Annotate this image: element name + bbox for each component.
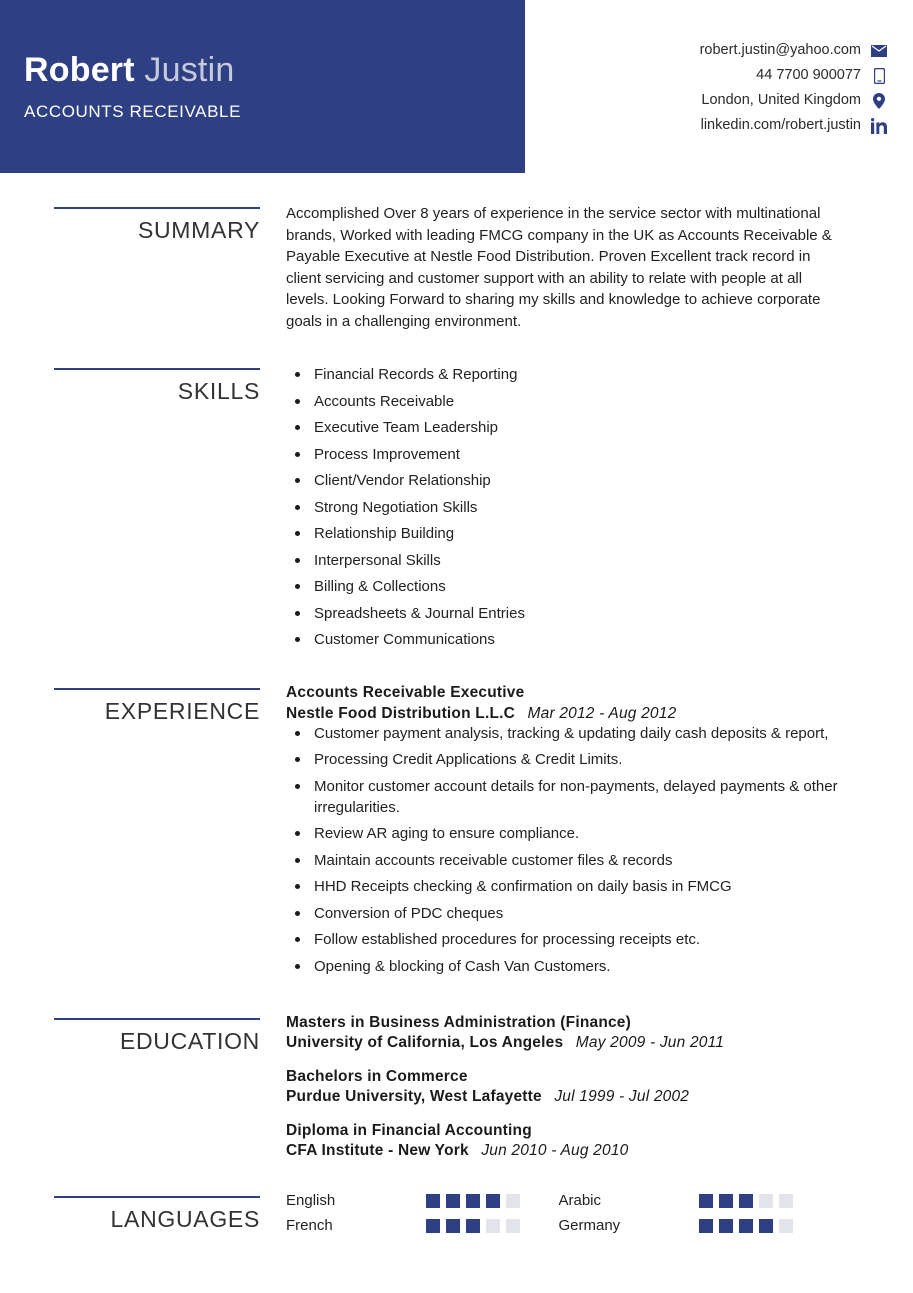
- language-level: [699, 1219, 793, 1233]
- section-summary: [0, 199, 887, 332]
- list-item: Maintain accounts receivable customer files & records: [286, 850, 887, 871]
- phone-icon: [871, 68, 887, 84]
- section-skills: [0, 360, 887, 656]
- section-experience: [0, 680, 887, 983]
- list-item: Conversion of PDC cheques: [286, 903, 887, 924]
- education-entry: [286, 1068, 887, 1106]
- section-skills-title: SKILLS: [177, 378, 260, 404]
- education-school: University of California, Los Angeles: [286, 1034, 564, 1051]
- section-rule: [54, 1196, 260, 1198]
- education-degree: Masters in Business Administration (Finance): [286, 1014, 631, 1031]
- location-pin-icon: [871, 93, 887, 109]
- contact-location: [700, 88, 887, 113]
- contact-phone: [700, 63, 887, 88]
- education-degree: Diploma in Financial Accounting: [286, 1122, 532, 1139]
- last-name: Justin: [144, 51, 235, 89]
- education-entry: [286, 1122, 887, 1160]
- language-name: English: [286, 1192, 336, 1209]
- section-languages-heading: [0, 1188, 286, 1242]
- contact-email-text: robert.justin@yahoo.com: [699, 42, 861, 58]
- list-item: Review AR aging to ensure compliance.: [286, 823, 887, 844]
- language-item: [559, 1217, 832, 1234]
- job-role: Accounts Receivable Executive: [286, 683, 525, 701]
- list-item: HHD Receipts checking & confirmation on daily basis in FMCG: [286, 876, 887, 897]
- list-item: Monitor customer account details for non-payments, delayed payments & other irregularities.: [286, 776, 887, 818]
- section-skills-heading: [0, 360, 286, 656]
- job-company: Nestle Food Distribution L.L.C: [286, 704, 516, 722]
- language-item: [286, 1217, 559, 1234]
- education-school-line: [286, 1034, 887, 1052]
- list-item: Opening & blocking of Cash Van Customers.: [286, 956, 887, 977]
- contact-location-text: London, United Kingdom: [701, 92, 861, 108]
- first-name: Robert: [24, 51, 135, 89]
- section-summary-content: [286, 199, 887, 332]
- list-item: Process Improvement: [286, 444, 887, 465]
- contact-linkedin[interactable]: [700, 113, 887, 138]
- list-item: Accounts Receivable: [286, 391, 887, 412]
- section-rule: [54, 207, 260, 209]
- full-name: [24, 50, 525, 90]
- education-dates: Jun 2010 - Aug 2010: [481, 1142, 629, 1159]
- language-name: Germany: [558, 1217, 621, 1234]
- linkedin-icon[interactable]: [871, 118, 887, 134]
- education-dates: May 2009 - Jun 2011: [575, 1034, 725, 1051]
- language-name: Arabic: [558, 1192, 602, 1209]
- education-entry: [286, 1014, 887, 1052]
- section-languages-title: LANGUAGES: [110, 1206, 260, 1232]
- language-item: [286, 1192, 559, 1209]
- list-item: Customer payment analysis, tracking & updating daily cash deposits & report,: [286, 723, 887, 744]
- resume-body: [0, 199, 913, 1242]
- education-dates: Jul 1999 - Jul 2002: [554, 1088, 690, 1105]
- section-education: [0, 1010, 887, 1160]
- section-skills-content: [286, 360, 887, 656]
- list-item: Billing & Collections: [286, 576, 887, 597]
- name-banner: [0, 0, 525, 173]
- section-experience-title: EXPERIENCE: [104, 697, 260, 724]
- section-summary-heading: [0, 199, 286, 332]
- language-item: [559, 1192, 832, 1209]
- language-level: [426, 1194, 520, 1208]
- list-item: Strong Negotiation Skills: [286, 497, 887, 518]
- section-experience-heading: [0, 680, 286, 983]
- section-rule: [54, 1018, 260, 1020]
- experience-bullets: [286, 723, 887, 977]
- language-level: [426, 1219, 520, 1233]
- contact-email: [700, 38, 887, 63]
- section-education-heading: [0, 1010, 286, 1160]
- list-item: Interpersonal Skills: [286, 550, 887, 571]
- job-company-line: [286, 705, 887, 723]
- list-item: Follow established procedures for processing receipts etc.: [286, 929, 887, 950]
- email-icon: [871, 43, 887, 59]
- education-school-line: [286, 1142, 887, 1160]
- section-summary-title: SUMMARY: [137, 217, 260, 243]
- section-experience-content: [286, 680, 887, 983]
- summary-text: Accomplished Over 8 years of experience in the service sector with multinational brands, Worked with leading FMCG company in the UK as Accounts Receivable & Payable Executive at Nestle Food Distribution. Proven Excellent track record in client servicing and customer support with an ability to relate with people at all levels. Looking Forward to sharing my skills and knowledge to achieve corporate goals in a challenging environment.: [286, 205, 832, 330]
- list-item: Processing Credit Applications & Credit Limits.: [286, 749, 887, 770]
- skills-list: [286, 364, 887, 650]
- education-degree: Bachelors in Commerce: [286, 1068, 468, 1085]
- resume-header: [0, 0, 913, 173]
- list-item: Customer Communications: [286, 629, 887, 650]
- list-item: Client/Vendor Relationship: [286, 470, 887, 491]
- education-school-line: [286, 1088, 887, 1106]
- job-dates: Mar 2012 - Aug 2012: [527, 704, 677, 722]
- language-level: [699, 1194, 793, 1208]
- contact-phone-text: 44 7700 900077: [756, 67, 861, 83]
- language-name: French: [286, 1217, 333, 1234]
- contact-linkedin-text: linkedin.com/robert.justin: [700, 117, 861, 133]
- section-languages: [0, 1188, 887, 1242]
- education-school: CFA Institute - New York: [286, 1142, 469, 1159]
- list-item: Financial Records & Reporting: [286, 364, 887, 385]
- list-item: Executive Team Leadership: [286, 417, 887, 438]
- section-education-title: EDUCATION: [119, 1028, 260, 1054]
- list-item: Spreadsheets & Journal Entries: [286, 603, 887, 624]
- section-rule: [54, 688, 260, 690]
- contact-block: [700, 38, 887, 138]
- section-languages-content: [286, 1188, 887, 1242]
- job-title: ACCOUNTS RECEIVABLE: [24, 102, 242, 121]
- list-item: Relationship Building: [286, 523, 887, 544]
- section-education-content: [286, 1010, 887, 1160]
- section-rule: [54, 368, 260, 370]
- languages-grid: [286, 1192, 831, 1242]
- education-school: Purdue University, West Lafayette: [286, 1088, 542, 1105]
